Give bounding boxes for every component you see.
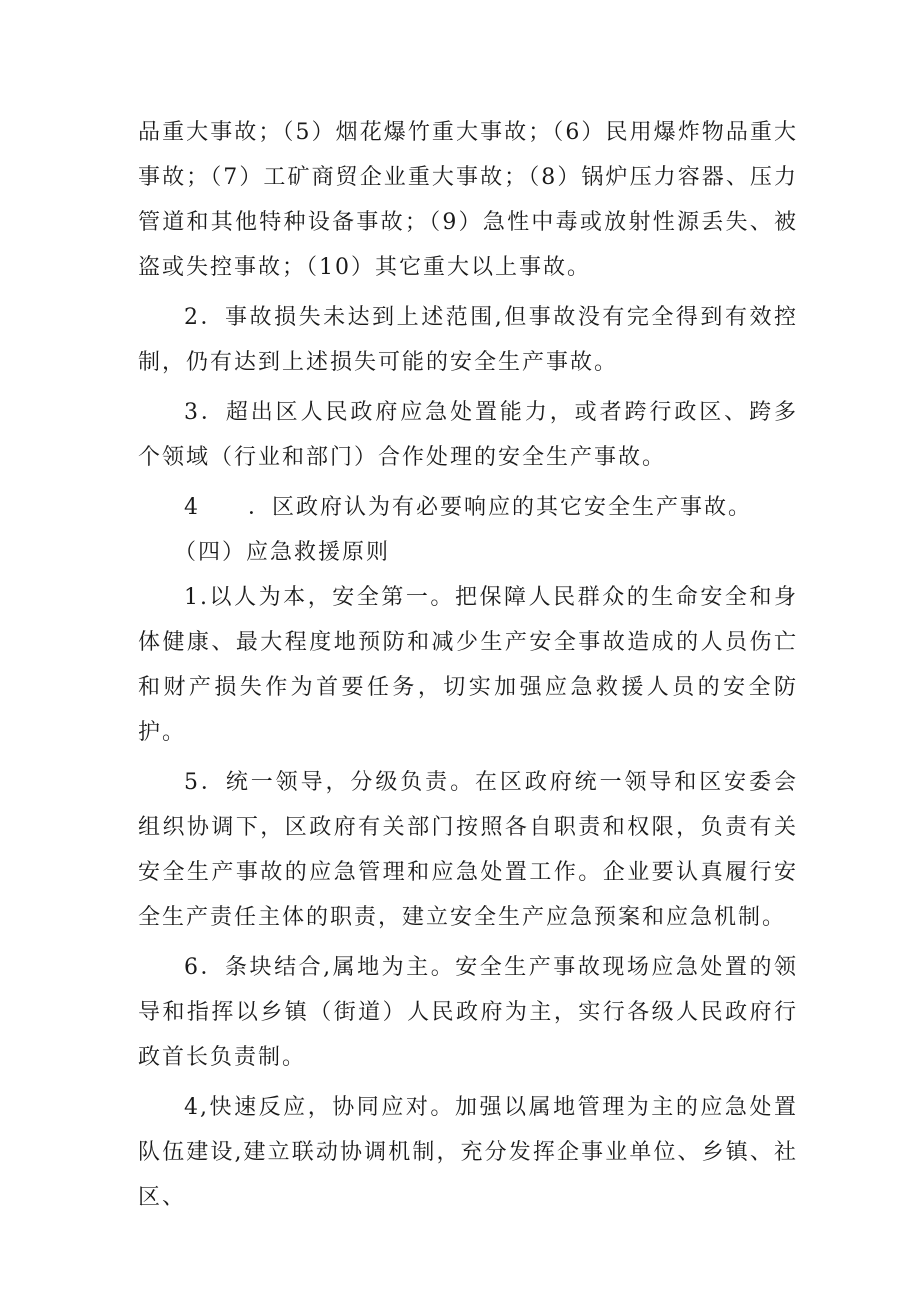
document-body <box>138 110 798 1220</box>
section-heading-rescue-principles: （四）应急救援原则 <box>174 540 391 565</box>
paragraph-principle-1: 1.以人为本，安全第一。把保障人民群众的生命安全和身体健康、最大程度地预防和减少生产安全事故造成的人员伤亡和财产损失作为首要任务，切实加强应急救援人员的安全防护。 <box>138 585 798 745</box>
paragraph-principle-5: 5．统一领导，分级负责。在区政府统一领导和区安委会组织协调下，区政府有关部门按照各自职责和权限，负责有关安全生产事故的应急管理和应急处置工作。企业要认真履行安全生产责任主体的职责，建立安全生产应急预案和应急机制。 <box>138 770 798 930</box>
paragraph-item-2: 2．事故损失未达到上述范围,但事故没有完全得到有效控制，仍有达到上述损失可能的安全生产事故。 <box>138 305 798 375</box>
paragraph-principle-4: 4,快速反应，协同应对。加强以属地管理为主的应急处置队伍建设,建立联动协调机制，充分发挥企事业单位、乡镇、社区、 <box>138 1095 798 1210</box>
paragraph-accident-types-continued: 品重大事故；（5）烟花爆竹重大事故；（6）民用爆炸物品重大事故；（7）工矿商贸企业重大事故；（8）锅炉压力容器、压力管道和其他特种设备事故；（9）急性中毒或放射性源丢失、被盗或失控事故；（10）其它重大以上事故。 <box>138 120 798 280</box>
paragraph-item-4: 4 ．区政府认为有必要响应的其它安全生产事故。 <box>184 495 752 520</box>
paragraph-principle-6: 6．条块结合,属地为主。安全生产事故现场应急处置的领导和指挥以乡镇（街道）人民政府为主，实行各级人民政府行政首长负责制。 <box>138 955 798 1070</box>
paragraph-item-3: 3．超出区人民政府应急处置能力，或者跨行政区、跨多个领域（行业和部门）合作处理的安全生产事故。 <box>138 400 798 470</box>
